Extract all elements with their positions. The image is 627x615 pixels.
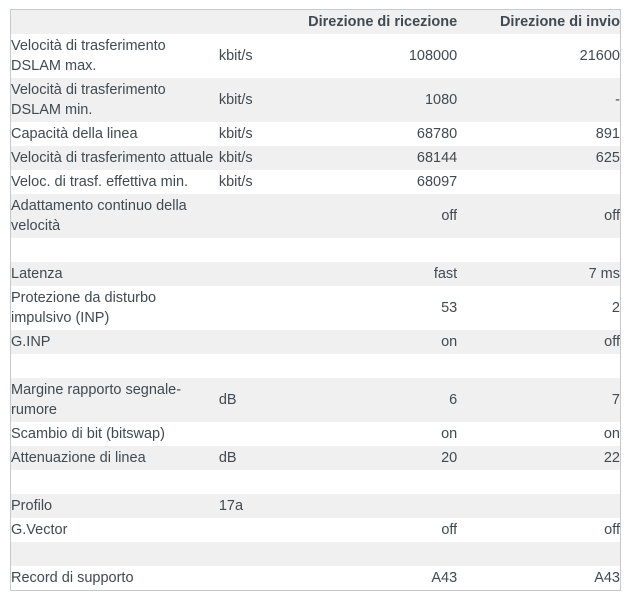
row-label: Scambio di bit (bitswap): [11, 426, 165, 442]
row-unit: kbit/s: [218, 126, 253, 142]
row-value-send: off: [604, 522, 620, 538]
row-value-reception: A43: [431, 570, 458, 586]
row-value-send: 625: [457, 146, 620, 170]
table-row: [11, 446, 621, 470]
row-value-reception: 1080: [304, 78, 457, 122]
table-row: [11, 194, 621, 238]
dsl-stats-panel: [10, 9, 621, 591]
table-spacer-row: [11, 238, 621, 262]
table-row: [11, 146, 621, 170]
row-value-send: [457, 170, 620, 194]
row-label: Margine rapporto segnale-rumore: [11, 378, 219, 422]
row-value-send: 2: [611, 300, 620, 316]
table-spacer-row: [11, 470, 621, 494]
row-unit: kbit/s: [219, 146, 304, 170]
row-value-reception: on: [304, 330, 457, 354]
row-unit: dB: [219, 446, 304, 470]
dsl-stats-table: [10, 9, 621, 591]
row-unit: kbit/s: [218, 48, 253, 64]
table-header-row: [11, 10, 621, 35]
table-spacer-row: [11, 542, 621, 566]
row-label: G.Vector: [11, 522, 68, 538]
row-unit: [219, 262, 304, 286]
row-unit: [219, 330, 304, 354]
row-label: Velocità di trasferimento DSLAM min.: [11, 78, 219, 122]
row-value-send: [457, 494, 620, 518]
row-label: Velocità di trasferimento DSLAM max.: [11, 38, 166, 74]
row-value-reception: off: [441, 522, 458, 538]
row-unit: [219, 194, 304, 238]
table-row: [11, 494, 621, 518]
row-value-reception: on: [441, 426, 458, 442]
row-value-reception: 6: [304, 378, 457, 422]
row-value-send: 891: [595, 126, 620, 142]
row-unit: kbit/s: [218, 174, 253, 190]
row-label: G.INP: [11, 330, 219, 354]
row-value-reception: 108000: [408, 48, 458, 64]
table-row: [11, 286, 621, 330]
table-row: [11, 262, 621, 286]
table-row: [11, 330, 621, 354]
row-unit: kbit/s: [219, 78, 304, 122]
row-value-send: on: [603, 426, 620, 442]
spacer-cell: [11, 470, 621, 494]
row-value-send: off: [457, 330, 620, 354]
spacer-cell: [11, 238, 621, 262]
row-value-reception: 68780: [416, 126, 458, 142]
table-row: [11, 34, 621, 78]
table-row: [11, 378, 621, 422]
row-unit: [219, 286, 304, 330]
row-label: Capacità della linea: [11, 126, 138, 142]
row-label: Adattamento continuo della velocità: [11, 194, 219, 238]
row-unit: [219, 422, 304, 446]
row-value-reception: 68144: [304, 146, 457, 170]
row-value-reception: fast: [304, 262, 457, 286]
row-label: Attenuazione di linea: [11, 446, 219, 470]
table-row: [11, 122, 621, 146]
row-value-send: off: [457, 194, 620, 238]
row-value-reception: 68097: [416, 174, 458, 190]
row-value-reception: 53: [441, 300, 458, 316]
table-row: [11, 518, 621, 542]
row-value-send: 22: [457, 446, 620, 470]
row-label: Velocità di trasferimento attuale: [11, 146, 219, 170]
header-direction-reception: Direzione di ricezione: [304, 10, 457, 35]
table-row: [11, 78, 621, 122]
row-value-reception: 20: [304, 446, 457, 470]
table-spacer-row: [11, 354, 621, 378]
row-value-send: 21600: [579, 48, 620, 64]
row-label: Latenza: [11, 262, 219, 286]
spacer-cell: [11, 542, 621, 566]
header-unit-column: [219, 10, 304, 35]
row-unit: dB: [219, 378, 304, 422]
row-value-send: -: [457, 78, 620, 122]
row-value-send: A43: [594, 570, 620, 586]
row-value-send: 7: [457, 378, 620, 422]
table-row: [11, 566, 621, 591]
row-value-reception: off: [304, 194, 457, 238]
table-row: [11, 422, 621, 446]
row-label: Record di supporto: [11, 570, 134, 586]
row-label: Protezione da disturbo impulsivo (INP): [11, 290, 157, 326]
header-direction-send: Direzione di invio: [457, 10, 620, 35]
header-label-column: [11, 10, 219, 35]
row-label: Veloc. di trasf. effettiva min.: [11, 174, 189, 190]
row-unit: [219, 566, 304, 591]
spacer-cell: [11, 354, 621, 378]
row-unit: 17a: [219, 494, 304, 518]
row-label: Profilo: [11, 494, 219, 518]
row-value-reception: [304, 494, 457, 518]
row-unit: [219, 518, 304, 542]
table-row: [11, 170, 621, 194]
row-value-send: 7 ms: [457, 262, 620, 286]
